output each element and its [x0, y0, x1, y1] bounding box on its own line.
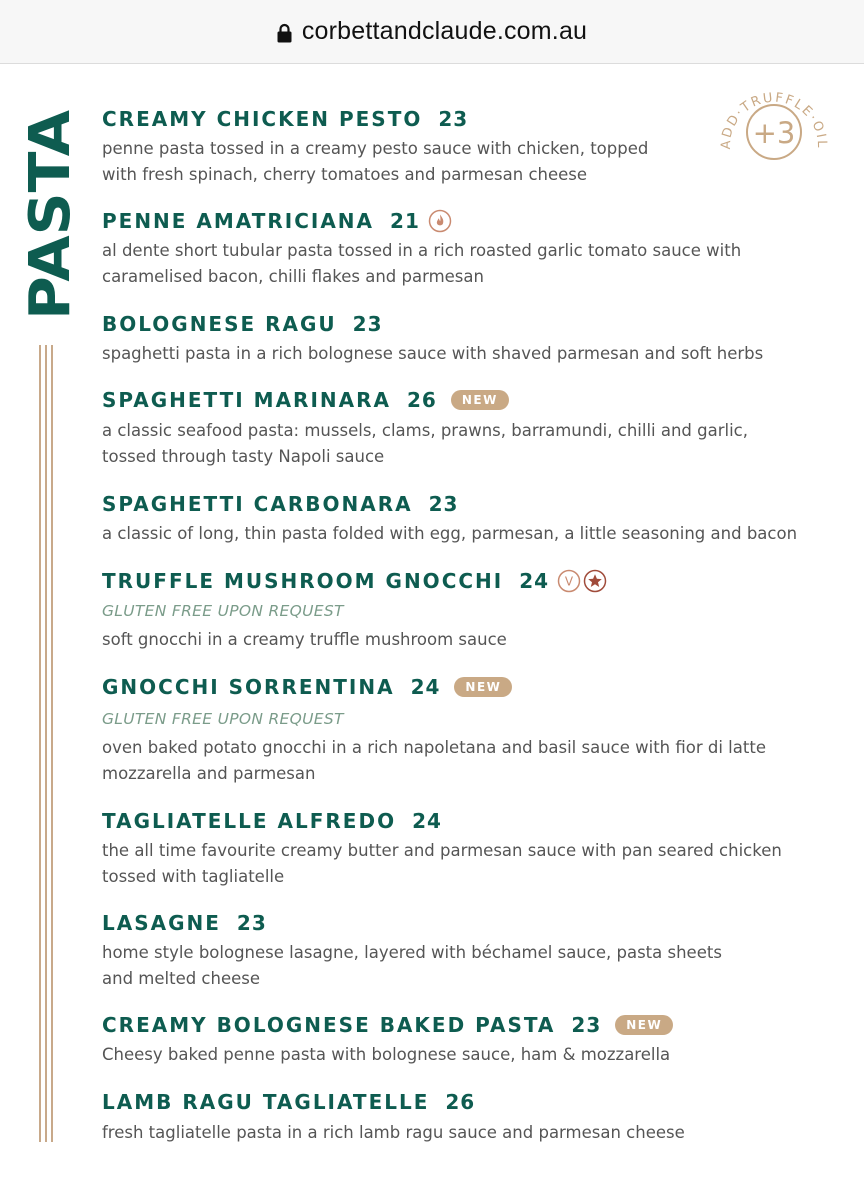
item-description: soft gnocchi in a creamy truffle mushroom sauce	[102, 630, 507, 649]
item-name: CREAMY BOLOGNESE BAKED PASTA	[102, 1013, 556, 1037]
item-description: al dente short tubular pasta tossed in a rich roasted garlic tomato sauce with caramelised bacon, chilli flakes and parmesan	[102, 241, 742, 286]
item-name: TRUFFLE MUSHROOM GNOCCHI	[102, 569, 504, 593]
item-description: Cheesy baked penne pasta with bolognese sauce, ham & mozzarella	[102, 1045, 671, 1064]
menu-item-creamy-bolognese-baked-pasta	[102, 1010, 673, 1040]
new-badge: NEW	[454, 677, 512, 697]
gluten-free-note: GLUTEN FREE UPON REQUEST	[102, 602, 344, 620]
menu-item-spaghetti-marinara	[102, 385, 509, 415]
item-name: SPAGHETTI MARINARA	[102, 388, 391, 412]
page-url[interactable]: corbettandclaude.com.au	[301, 17, 588, 45]
item-price: 23	[438, 107, 469, 131]
menu-item-creamy-chicken-pesto	[102, 104, 468, 134]
star-icon	[583, 569, 607, 593]
svg-text:V: V	[564, 574, 574, 589]
section-title	[14, 108, 83, 322]
item-description: penne pasta tossed in a creamy pesto sauce with chicken, topped with fresh spinach, cherry tomatoes and parmesan cheese	[102, 139, 649, 184]
item-price: 21	[390, 209, 420, 233]
item-price: 23	[352, 312, 383, 336]
item-price: 24	[412, 809, 442, 833]
item-price: 23	[428, 492, 459, 516]
item-name: TAGLIATELLE ALFREDO	[102, 809, 397, 833]
menu-item-lasagne	[102, 908, 267, 938]
item-price: 23	[236, 911, 267, 935]
item-price: 26	[445, 1090, 476, 1114]
seal-amount: +3	[752, 116, 796, 150]
item-name: BOLOGNESE RAGU	[102, 312, 337, 336]
vegetarian-icon	[557, 569, 581, 593]
menu-item-tagliatelle-alfredo	[102, 806, 442, 836]
item-price: 24	[410, 675, 441, 699]
browser-url-bar[interactable]	[0, 0, 864, 64]
item-description: home style bolognese lasagne, layered with béchamel sauce, pasta sheets and melted cheese	[102, 943, 722, 988]
item-description: a classic of long, thin pasta folded with egg, parmesan, a little seasoning and bacon	[102, 524, 798, 543]
menu-item-truffle-mushroom-gnocchi	[102, 566, 607, 596]
item-description: the all time favourite creamy butter and parmesan sauce with pan seared chicken tossed with tagliatelle	[102, 841, 782, 886]
item-description: fresh tagliatelle pasta in a rich lamb ragu sauce and parmesan cheese	[102, 1123, 685, 1142]
seal-arc-text: ADD·TRUFFLE·OIL	[718, 90, 830, 150]
chilli-icon	[428, 209, 452, 233]
item-price: 26	[407, 388, 437, 412]
new-badge: NEW	[451, 390, 509, 410]
decorative-rule-lines	[39, 345, 55, 1142]
lock-icon	[277, 23, 292, 43]
item-description: a classic seafood pasta: mussels, clams, prawns, barramundi, chilli and garlic, tossed through tasty Napoli sauce	[102, 421, 748, 466]
item-name: LASAGNE	[102, 911, 221, 935]
gluten-free-note: GLUTEN FREE UPON REQUEST	[102, 710, 344, 728]
item-description: spaghetti pasta in a rich bolognese sauce with shaved parmesan and soft herbs	[102, 344, 764, 363]
item-name: SPAGHETTI CARBONARA	[102, 492, 413, 516]
item-name: CREAMY CHICKEN PESTO	[102, 107, 423, 131]
item-price: 23	[571, 1013, 602, 1037]
new-badge: NEW	[615, 1015, 673, 1035]
menu-item-gnocchi-sorrentina	[102, 672, 512, 702]
section-title-text: PASTA	[18, 123, 83, 320]
item-name: GNOCCHI SORRENTINA	[102, 675, 395, 699]
menu-item-spaghetti-carbonara	[102, 489, 458, 519]
add-truffle-oil-seal	[718, 76, 830, 188]
menu-item-bolognese-ragu	[102, 309, 383, 339]
menu-item-penne-amatriciana	[102, 206, 452, 236]
item-name: PENNE AMATRICIANA	[102, 209, 375, 233]
item-description: oven baked potato gnocchi in a rich napoletana and basil sauce with fior di latte mozzarella and parmesan	[102, 738, 766, 783]
item-name: LAMB RAGU TAGLIATELLE	[102, 1090, 430, 1114]
menu-item-lamb-ragu-tagliatelle	[102, 1087, 475, 1117]
item-price: 24	[519, 569, 550, 593]
